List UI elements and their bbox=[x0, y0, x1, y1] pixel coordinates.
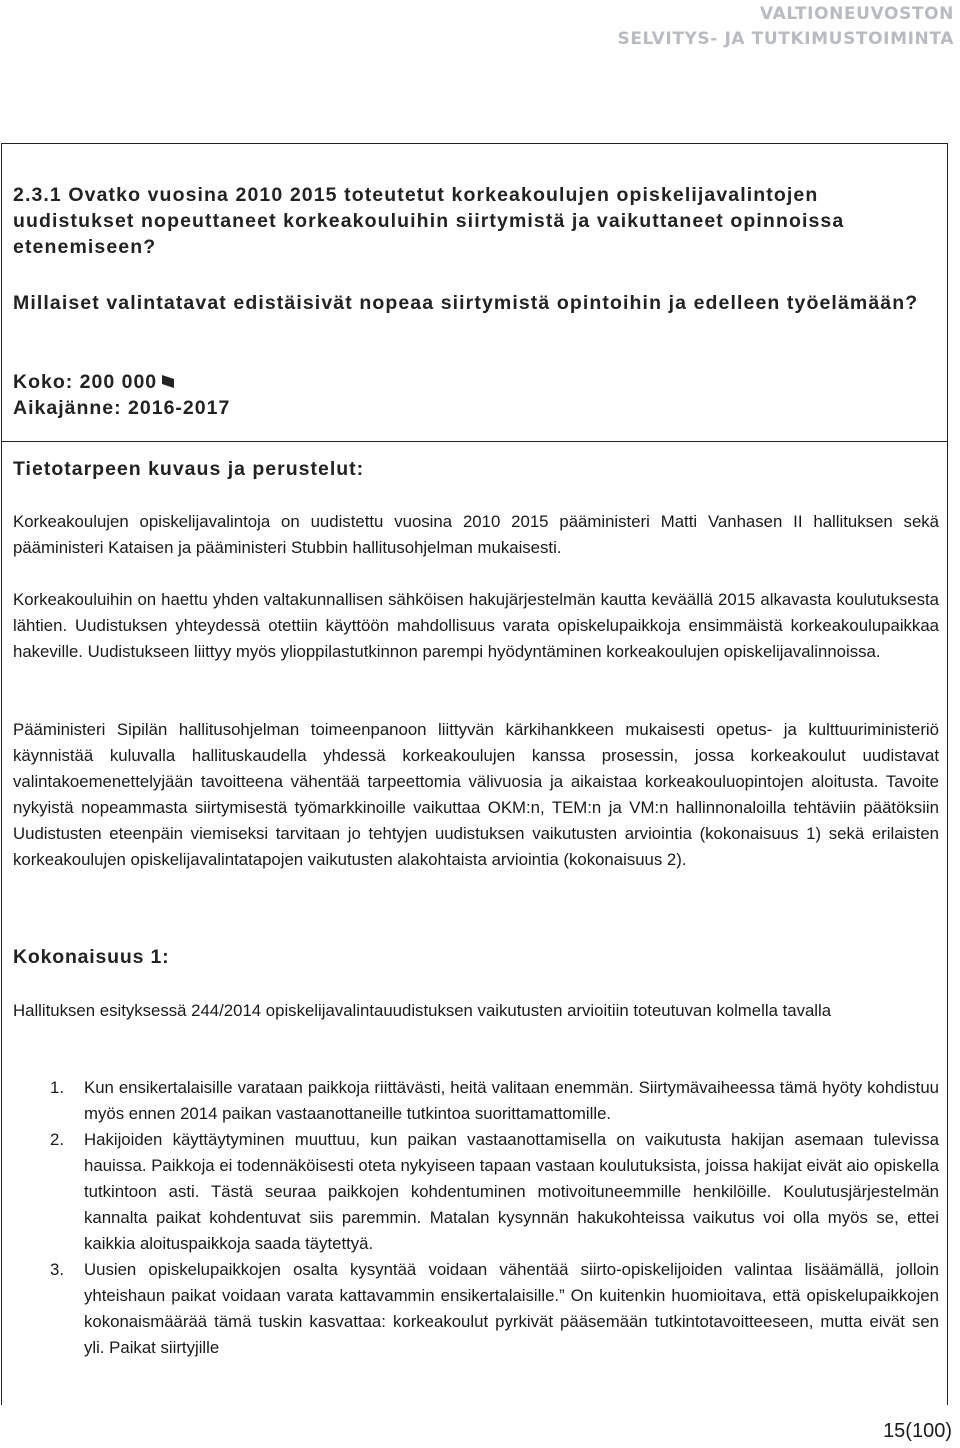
list-item bbox=[13, 1075, 939, 1127]
list-number: 3. bbox=[50, 1260, 64, 1279]
sub-question: Millaiset valintatavat edistäisivät nopeaa siirtymistä opintoihin ja edelleen työelämään? bbox=[13, 292, 919, 314]
research-question: 2.3.1 Ovatko vuosina 2010 2015 toteutetut korkeakoulujen opiskelijavalintojen uudistukset nopeuttaneet korkeakouluihin siirtymistä ja vaikuttaneet opinnoissa etenemiseen? bbox=[13, 184, 845, 258]
list-item bbox=[13, 1257, 939, 1361]
time-period: Aikajänne: 2016-2017 bbox=[13, 397, 231, 419]
topic-box bbox=[1, 143, 948, 1405]
list-item-text: Kun ensikertalaisille varataan paikkoja riittävästi, heitä valitaan enemmän. Siirtymävaiheessa tämä hyöty kohdistuu myös ennen 2014 paikan vastaanottaneille tutkintoa suorittamattomille. bbox=[84, 1078, 939, 1123]
organization-name: VALTIONEUVOSTON bbox=[759, 4, 954, 24]
organization-header bbox=[618, 2, 955, 52]
list-item-text: Hakijoiden käyttäytyminen muuttuu, kun paikan vastaanottamisella on vaikutusta hakijan asemaan tulevissa hauissa. Paikkoja ei todennäköisesti oteta nykyiseen tapaan vastaan koulutuksista, joissa hakijat eivät aio opiskella tutkintoon asti. Tästä seuraa paikkojen kohdentuminen motivoituneemmille henkilöille. Koulutusjärjestelmän kannalta paikat kohdentuvat siis paremmin. Matalan kysynnän hakukohteissa vaikutus voi olla myös se, ettei kaikkia aloituspaikkoja saada täytettyä. bbox=[84, 1130, 939, 1253]
budget-label: Koko: 200 000 bbox=[13, 371, 158, 393]
body-paragraph: Pääministeri Sipilän hallitusohjelman toimeenpanoon liittyvän kärkihankkeen mukaisesti opetus- ja kulttuuriministeriö käynnistää kuluvalla hallituskaudella yhdessä korkeakoulujen kanssa prosessin, jossa korkeakoulut uudistavat valintakoemenettelyjään tavoitteena vähentää tarpeettomia välivuosia ja aikaistaa korkeakouluopintojen aloitusta. Tavoite nykyistä nopeammasta siirtymisestä työmarkkinoille vaikuttaa OKM:n, TEM:n ja VM:n hallinnonaloilla tehtäviin päätöksiin Uudistusten eteenpäin viemiseksi tarvitaan jo tehtyjen uudistuksen vaikutusten arviointia (kokonaisuus 1) sekä erilaisten korkeakoulujen opiskelijavalintatapojen vaikutusten alakohtaista arviointia (kokonaisuus 2). bbox=[13, 720, 939, 869]
list-item bbox=[13, 1127, 939, 1257]
list-number: 2. bbox=[50, 1130, 64, 1149]
euro-icon bbox=[161, 371, 175, 398]
list-number: 1. bbox=[50, 1078, 64, 1097]
budget-size bbox=[13, 369, 175, 398]
page-number: 15(100) bbox=[883, 1420, 952, 1442]
body-paragraph: Korkeakoulujen opiskelijavalintoja on uudistettu vuosina 2010 2015 pääministeri Matti Vanhasen II hallituksen sekä pääministeri Kataisen ja pääministeri Stubbin hallitusohjelman mukaisesti. bbox=[13, 512, 939, 557]
section-subheading: Tietotarpeen kuvaus ja perustelut: bbox=[13, 458, 365, 480]
organization-unit: SELVITYS- JA TUTKIMUSTOIMINTA bbox=[617, 29, 954, 49]
section-heading: Kokonaisuus 1: bbox=[13, 946, 170, 968]
section-intro: Hallituksen esityksessä 244/2014 opiskelijavalintauudistuksen vaikutusten arvioitiin toteutuvan kolmella tavalla bbox=[13, 1001, 832, 1020]
body-paragraph: Korkeakouluihin on haettu yhden valtakunnallisen sähköisen hakujärjestelmän kautta keväällä 2015 alkavasta koulutuksesta lähtien. Uudistuksen yhteydessä otettiin käyttöön mahdollisuus varata opiskelupaikkoja ensimmäistä korkeakoulupaikkaa hakeville. Uudistukseen liittyy myös ylioppilastutkinnon parempi hyödyntäminen korkeakoulujen opiskelijavalinnoissa. bbox=[13, 590, 939, 661]
effects-list bbox=[13, 1075, 939, 1361]
section-divider bbox=[2, 441, 947, 442]
list-item-text: Uusien opiskelupaikkojen osalta kysyntää voidaan vähentää siirto-opiskelijoiden valintaa lisäämällä, jolloin yhteishaun paikat voidaan varata kattavammin ensikertalaisille.” On kuitenkin huomioitava, että opiskelupaikkojen kokonaismäärää tämä tuskin kasvattaa: korkeakoulut pyrkivät pääsemään tutkintotavoitteeseen, mutta eivät sen yli. Paikat siirtyjille bbox=[84, 1260, 939, 1357]
